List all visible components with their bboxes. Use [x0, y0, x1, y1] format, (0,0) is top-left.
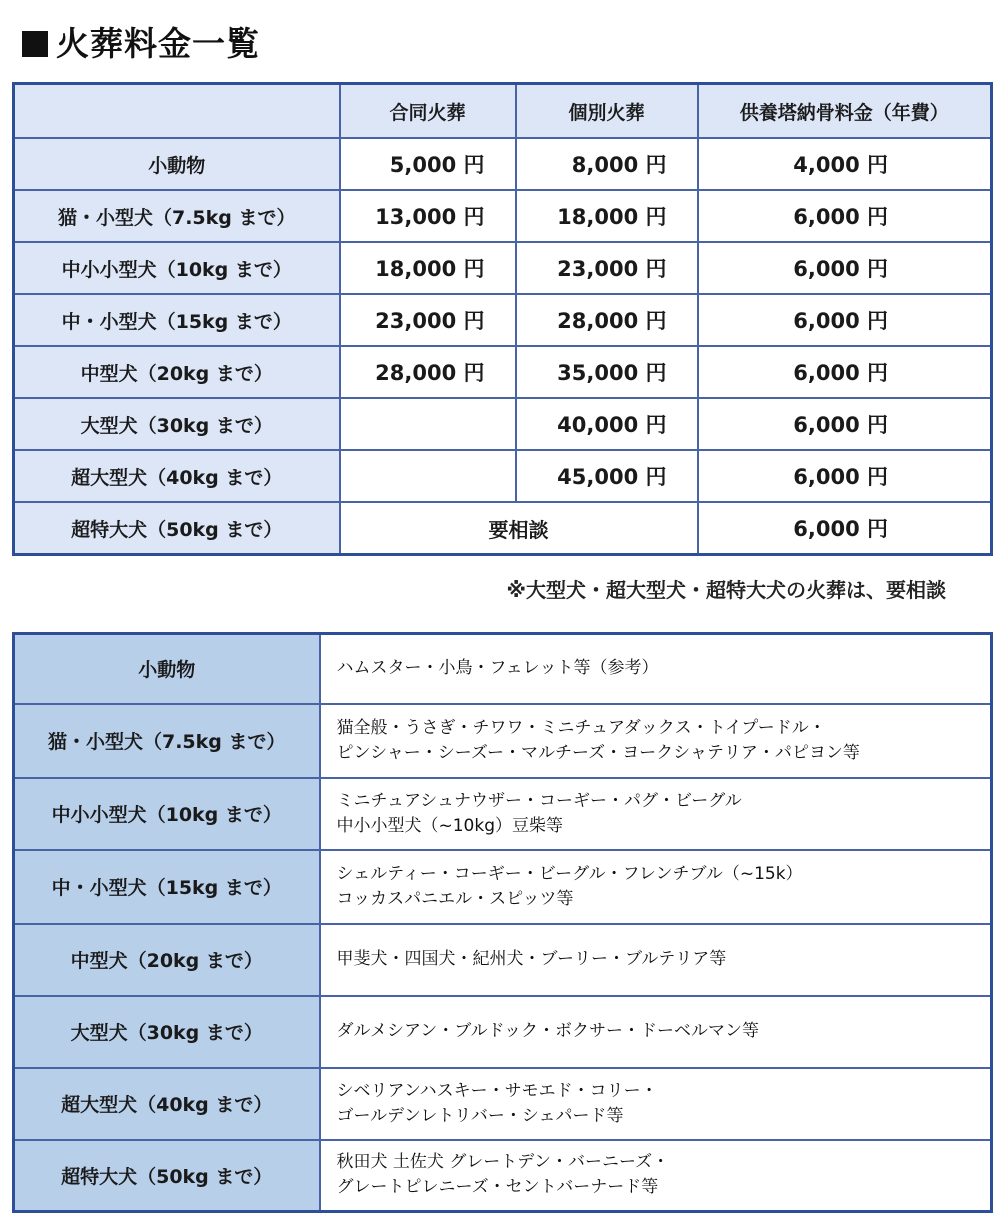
breed-row [14, 634, 992, 704]
joint-price-empty [340, 398, 516, 450]
breed-description [320, 850, 992, 924]
header-memorial-fee: 供養塔納骨料金（年費） [698, 84, 992, 139]
joint-price: 13,000 円 [340, 190, 516, 242]
breed-row [14, 778, 992, 850]
consult-label: 要相談 [340, 502, 698, 555]
breed-size-label: 猫・小型犬（7.5kg まで） [14, 704, 320, 778]
price-row [14, 294, 992, 346]
breed-row [14, 1140, 992, 1212]
size-label: 超特大犬（50kg まで） [14, 502, 340, 555]
memorial-price: 6,000 円 [698, 346, 992, 398]
size-label: 中・小型犬（15kg まで） [14, 294, 340, 346]
joint-price: 28,000 円 [340, 346, 516, 398]
breed-line: ハムスター・小鳥・フェレット等（参考） [336, 658, 659, 679]
individual-price: 28,000 円 [516, 294, 698, 346]
breed-row [14, 924, 992, 996]
breed-row [14, 996, 992, 1068]
breed-size-label: 大型犬（30kg まで） [14, 996, 320, 1068]
breed-line: ダルメシアン・ブルドック・ボクサー・ドーベルマン等 [336, 1021, 759, 1041]
breed-line: グレートピレニーズ・セントバーナード等 [336, 1177, 659, 1198]
breed-table [12, 632, 993, 1213]
breed-description [320, 924, 992, 996]
breed-size-label: 中・小型犬（15kg まで） [14, 850, 320, 924]
joint-price-empty [340, 450, 516, 502]
breed-row [14, 704, 992, 778]
breed-line: 甲斐犬・四国犬・紀州犬・ブーリー・ブルテリア等 [336, 949, 727, 969]
square-bullet-icon [22, 31, 48, 57]
joint-price: 23,000 円 [340, 294, 516, 346]
joint-price: 5,000 円 [340, 138, 516, 190]
memorial-price: 6,000 円 [698, 242, 992, 294]
joint-price: 18,000 円 [340, 242, 516, 294]
breed-line: 中小小型犬（~10kg）豆柴等 [336, 815, 564, 836]
footnote: ※大型犬・超大型犬・超特大犬の火葬は、要相談 [506, 578, 946, 602]
breed-description [320, 996, 992, 1068]
individual-price: 35,000 円 [516, 346, 698, 398]
page-title-text: 火葬料金一覧 [56, 24, 260, 63]
breed-description [320, 634, 992, 704]
size-label: 大型犬（30kg まで） [14, 398, 340, 450]
individual-price: 40,000 円 [516, 398, 698, 450]
memorial-price: 6,000 円 [698, 502, 992, 555]
individual-price: 45,000 円 [516, 450, 698, 502]
header-individual-cremation: 個別火葬 [516, 84, 698, 139]
breed-size-label: 小動物 [14, 634, 320, 704]
size-label: 中小小型犬（10kg まで） [14, 242, 340, 294]
header-size [14, 84, 340, 139]
breed-line: コッカスパニエル・スピッツ等 [336, 888, 574, 909]
individual-price: 23,000 円 [516, 242, 698, 294]
memorial-price: 6,000 円 [698, 398, 992, 450]
breed-line: ピンシャー・シーズー・マルチーズ・ヨークシャテリア・パピヨン等 [336, 742, 860, 763]
page-title [22, 18, 260, 65]
memorial-price: 6,000 円 [698, 450, 992, 502]
breed-description [320, 778, 992, 850]
price-row [14, 502, 992, 555]
price-row [14, 450, 992, 502]
breed-line: ゴールデンレトリバー・シェパード等 [336, 1105, 624, 1126]
breed-size-label: 中型犬（20kg まで） [14, 924, 320, 996]
breed-size-label: 超特大犬（50kg まで） [14, 1140, 320, 1212]
breed-size-label: 中小小型犬（10kg まで） [14, 778, 320, 850]
size-label: 中型犬（20kg まで） [14, 346, 340, 398]
breed-line: ミニチュアシュナウザー・コーギー・パグ・ビーグル [336, 790, 742, 811]
memorial-price: 4,000 円 [698, 138, 992, 190]
memorial-price: 6,000 円 [698, 294, 992, 346]
size-label: 超大型犬（40kg まで） [14, 450, 340, 502]
size-label: 猫・小型犬（7.5kg まで） [14, 190, 340, 242]
breed-row [14, 850, 992, 924]
breed-description [320, 1068, 992, 1140]
breed-size-label: 超大型犬（40kg まで） [14, 1068, 320, 1140]
size-label: 小動物 [14, 138, 340, 190]
individual-price: 18,000 円 [516, 190, 698, 242]
header-joint-cremation: 合同火葬 [340, 84, 516, 139]
price-row [14, 346, 992, 398]
memorial-price: 6,000 円 [698, 190, 992, 242]
individual-price: 8,000 円 [516, 138, 698, 190]
price-table [12, 82, 993, 556]
price-row [14, 242, 992, 294]
breed-line: 猫全般・うさぎ・チワワ・ミニチュアダックス・トイプードル・ [336, 717, 826, 738]
breed-description [320, 704, 992, 778]
breed-line: 秋田犬 土佐犬 グレートデン・バーニーズ・ [336, 1152, 670, 1173]
breed-line: シェルティー・コーギー・ビーグル・フレンチブル（~15k） [336, 863, 803, 884]
breed-line: シベリアンハスキー・サモエド・コリー・ [336, 1080, 658, 1101]
breed-row [14, 1068, 992, 1140]
price-table-header-row [14, 84, 992, 139]
breed-description [320, 1140, 992, 1212]
price-row [14, 190, 992, 242]
price-row [14, 398, 992, 450]
price-row [14, 138, 992, 190]
